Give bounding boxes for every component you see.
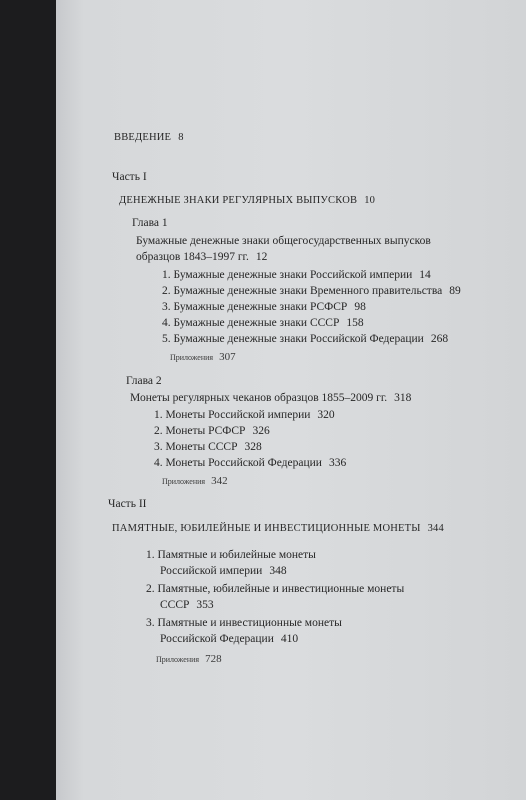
entry-title: 2. Бумажные денежные знаки Временного правительства — [162, 285, 443, 297]
part1-label: Часть I — [112, 171, 147, 183]
book-page — [56, 0, 526, 800]
toc-chapter2[interactable] — [130, 391, 411, 405]
entry-title: 1. Монеты Российской империи — [154, 409, 311, 421]
appendix-title: Приложения — [156, 655, 200, 664]
chapter2-title: Монеты регулярных чеканов образцов 1855–2009 гг. — [130, 392, 388, 404]
entry-page: 89 — [449, 285, 461, 297]
entry-title: 4. Монеты Российской Федерации — [154, 457, 322, 469]
toc-part2[interactable] — [112, 522, 444, 536]
appendix-page: 728 — [205, 653, 222, 665]
toc-entry[interactable] — [160, 632, 298, 646]
part1-page: 10 — [364, 195, 376, 206]
toc-entry[interactable] — [154, 440, 262, 454]
chapter2-label: Глава 2 — [126, 375, 162, 387]
entry-title: Российской Федерации — [160, 633, 274, 645]
chapter1-label: Глава 1 — [132, 217, 168, 229]
entry-page: 326 — [252, 425, 270, 437]
toc-appendix[interactable] — [170, 350, 236, 365]
entry-page: 268 — [430, 333, 449, 345]
toc-entry[interactable] — [162, 332, 448, 346]
toc-part1[interactable] — [119, 194, 375, 208]
part1-title: ДЕНЕЖНЫЕ ЗНАКИ РЕГУЛЯРНЫХ ВЫПУСКОВ — [119, 195, 358, 206]
chapter1-page: 12 — [255, 251, 268, 263]
toc-entry[interactable] — [154, 456, 346, 470]
entry-page: 158 — [346, 317, 364, 329]
entry-title: СССР — [160, 599, 190, 611]
appendix-page: 342 — [211, 475, 228, 487]
toc-entry[interactable] — [160, 598, 214, 612]
entry-page: 336 — [328, 457, 347, 469]
toc-entry[interactable] — [154, 408, 335, 422]
entry-page: 14 — [419, 269, 431, 281]
entry-page: 410 — [280, 633, 299, 645]
appendix-page: 307 — [219, 351, 236, 363]
entry-page: 320 — [317, 409, 335, 421]
toc-intro-title: ВВЕДЕНИЕ — [114, 132, 172, 143]
toc-entry[interactable] — [160, 564, 287, 578]
entry-title: Российской империи — [160, 565, 263, 577]
entry-page: 348 — [269, 565, 287, 577]
chapter2-page: 318 — [394, 392, 412, 404]
appendix-title: Приложения — [170, 353, 214, 362]
chapter1-title-line1[interactable]: Бумажные денежные знаки общегосударственных выпусков — [136, 235, 431, 247]
part2-page: 344 — [427, 523, 444, 534]
appendix-title: Приложения — [162, 477, 206, 486]
toc-entry[interactable] — [162, 284, 461, 298]
entry-title: 3. Бумажные денежные знаки РСФСР — [162, 301, 348, 313]
chapter1-title-line2: образцов 1843–1997 гг. — [136, 251, 249, 263]
toc-intro-page: 8 — [178, 132, 184, 143]
entry-title: 3. Монеты СССР — [154, 441, 238, 453]
entry-title: 2. Монеты РСФСР — [154, 425, 246, 437]
toc-appendix[interactable] — [162, 474, 228, 489]
toc-intro[interactable] — [114, 131, 184, 145]
part2-label: Часть II — [108, 498, 147, 510]
toc-chapter1[interactable] — [136, 250, 267, 264]
toc-entry-line1[interactable]: 3. Памятные и инвестиционные монеты — [146, 617, 342, 629]
entry-title: 5. Бумажные денежные знаки Российской Федерации — [162, 333, 424, 345]
toc-entry[interactable] — [162, 268, 431, 282]
entry-page: 328 — [244, 441, 262, 453]
toc-appendix[interactable] — [156, 652, 222, 667]
toc-entry[interactable] — [162, 316, 364, 330]
entry-page: 353 — [196, 599, 214, 611]
toc-entry-line1[interactable]: 1. Памятные и юбилейные монеты — [146, 549, 316, 561]
toc-entry-line1[interactable]: 2. Памятные, юбилейные и инвестиционные монеты — [146, 583, 405, 595]
entry-title: 4. Бумажные денежные знаки СССР — [162, 317, 340, 329]
toc-entry[interactable] — [154, 424, 270, 438]
entry-page: 98 — [354, 301, 366, 313]
entry-title: 1. Бумажные денежные знаки Российской империи — [162, 269, 413, 281]
part2-title: ПАМЯТНЫЕ, ЮБИЛЕЙНЫЕ И ИНВЕСТИЦИОННЫЕ МОНЕТЫ — [112, 523, 421, 534]
toc-entry[interactable] — [162, 300, 366, 314]
